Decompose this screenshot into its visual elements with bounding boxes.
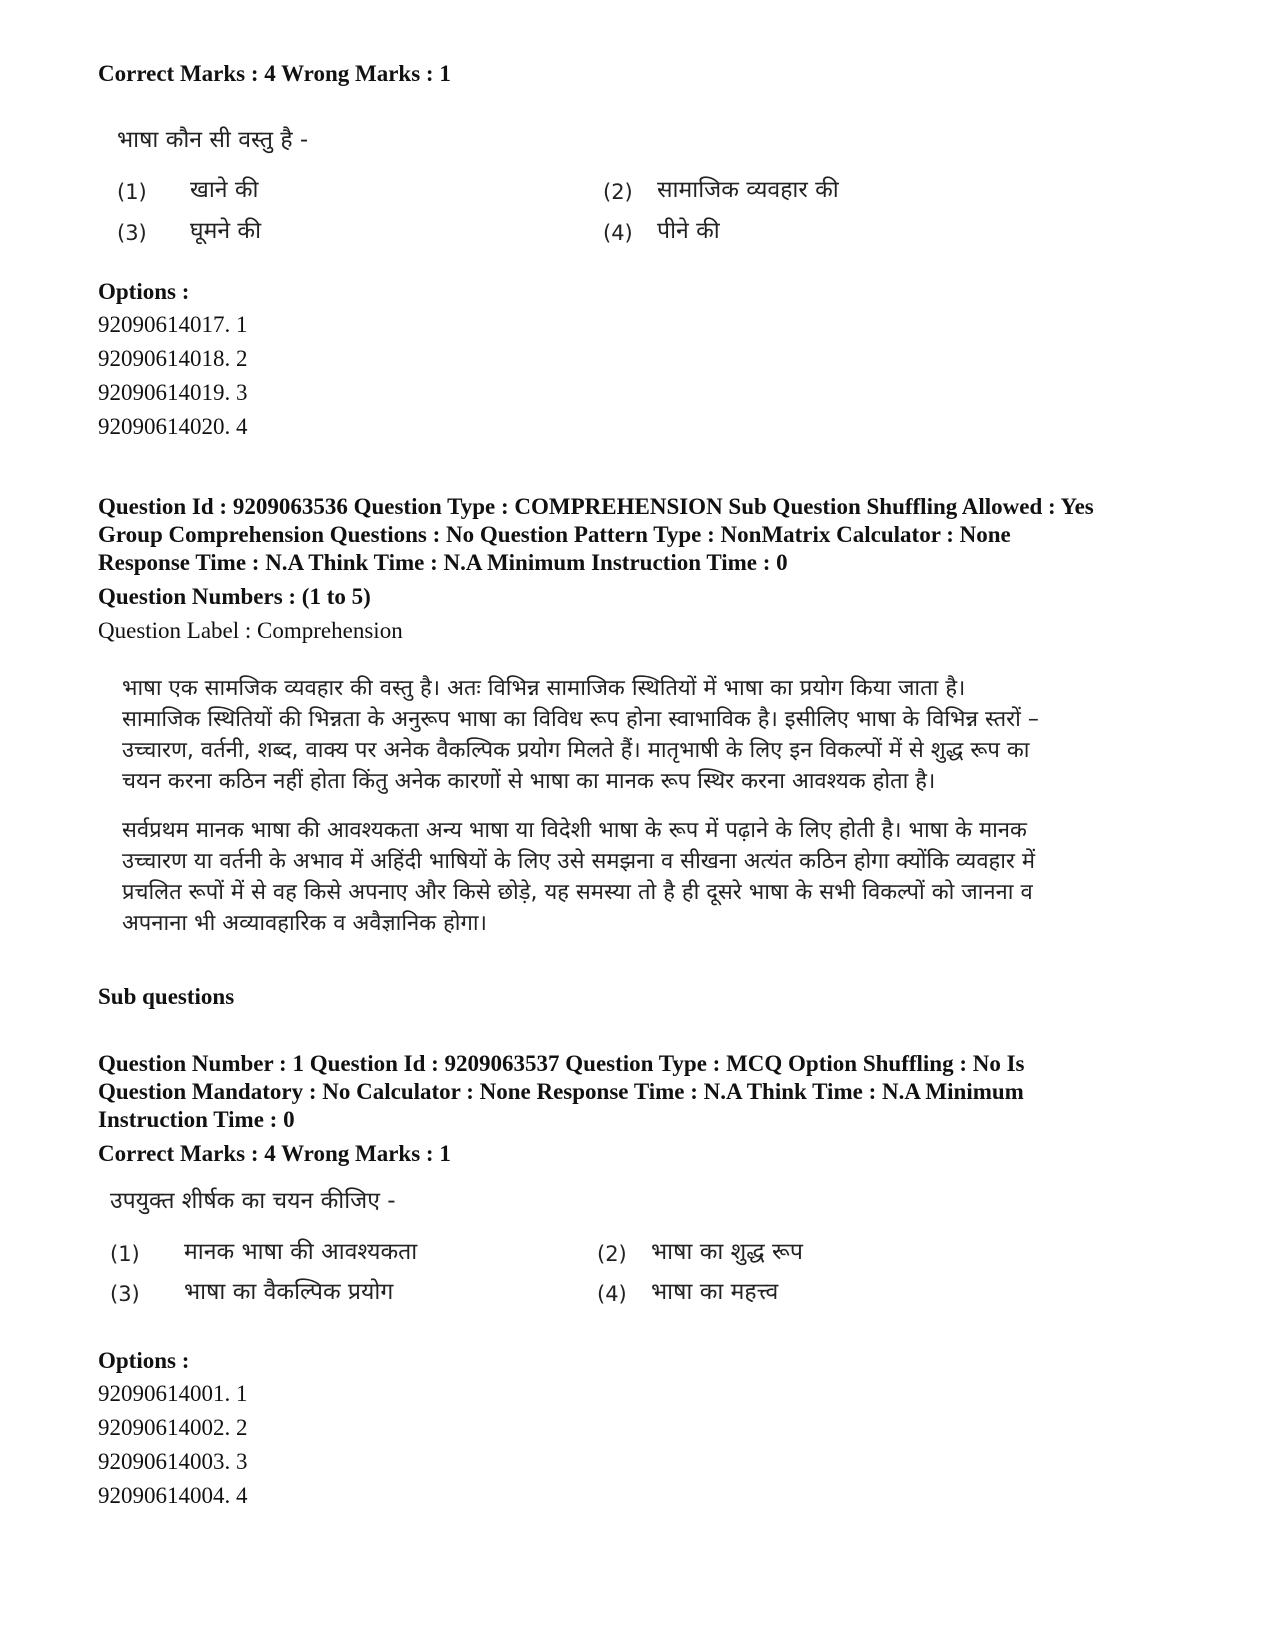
passage-line: अपनाना भी अव्यावहारिक व अवैज्ञानिक होगा। — [122, 911, 487, 936]
question-meta-line: Question Mandatory : No Calculator : None Response Time : N.A Think Time : N.A Minimum — [98, 1079, 1024, 1104]
question-meta-line: Group Comprehension Questions : No Question Pattern Type : NonMatrix Calculator : None — [98, 522, 1011, 547]
choice-text: घूमने की — [190, 218, 262, 244]
choice-text: सामाजिक व्यवहार की — [657, 177, 839, 203]
choice-number: (2) — [603, 180, 633, 204]
passage-paragraph-2 — [122, 815, 1120, 939]
correct-marks-line: Correct Marks : 4 Wrong Marks : 1 — [98, 1141, 451, 1166]
passage-line: सर्वप्रथम मानक भाषा की आवश्यकता अन्य भाषा या विदेशी भाषा के रूप में पढ़ाने के लिए होती है। भाषा के मानक — [122, 818, 1027, 843]
choice-text: भाषा का शुद्ध रूप — [651, 1239, 803, 1265]
option-id: 92090614003. 3 — [98, 1449, 248, 1474]
question-meta-line: Question Number : 1 Question Id : 9209063537 Question Type : MCQ Option Shuffling : No Is — [98, 1051, 1025, 1076]
options-label: Options : — [98, 1348, 190, 1373]
passage-line: भाषा एक सामजिक व्यवहार की वस्तु है। अतः विभिन्न सामाजिक स्थितियों में भाषा का प्रयोग किया जाता है। — [122, 676, 966, 701]
choice-number: (3) — [117, 221, 147, 245]
choice-text: मानक भाषा की आवश्यकता — [184, 1239, 418, 1265]
passage-line: उच्चारण, वर्तनी, शब्द, वाक्य पर अनेक वैकल्पिक प्रयोग मिलते हैं। मातृभाषी के लिए इन विकल्पों में से शुद्ध रूप का — [122, 738, 1030, 763]
option-id: 92090614018. 2 — [98, 346, 248, 371]
passage-line: प्रचलित रूपों में से वह किसे अपनाए और किसे छोड़े, यह समस्या तो है ही दूसरे भाषा के सभी विकल्पों को जानना व — [122, 880, 1033, 905]
choice-number: (3) — [110, 1282, 140, 1306]
passage-line: सामाजिक स्थितियों की भिन्नता के अनुरूप भाषा का विविध रूप होना स्वाभाविक है। इसीलिए भाषा के विभिन्न स्तरों – — [122, 707, 1039, 732]
choice-number: (2) — [597, 1242, 627, 1266]
passage-line: चयन करना कठिन नहीं होता किंतु अनेक कारणों से भाषा का मानक रूप स्थिर करना आवश्यक होता है। — [122, 769, 936, 794]
option-id: 92090614017. 1 — [98, 312, 248, 337]
choice-text: भाषा का महत्त्व — [651, 1279, 779, 1305]
option-id: 92090614004. 4 — [98, 1483, 248, 1508]
options-label: Options : — [98, 279, 190, 304]
choice-text: भाषा का वैकल्पिक प्रयोग — [184, 1279, 394, 1305]
choice-number: (4) — [597, 1282, 627, 1306]
option-id: 92090614001. 1 — [98, 1381, 248, 1406]
choice-number: (4) — [603, 221, 633, 245]
choice-text: खाने की — [190, 177, 259, 203]
passage-line: उच्चारण या वर्तनी के अभाव में अहिंदी भाषियों के लिए उसे समझना व सीखना अत्यंत कठिन होगा क्योंकि व्यवहार में — [122, 849, 1036, 874]
option-id: 92090614002. 2 — [98, 1415, 248, 1440]
choice-number: (1) — [110, 1242, 140, 1266]
question-meta-line: Question Id : 9209063536 Question Type : COMPREHENSION Sub Question Shuffling Allowed : Yes — [98, 494, 1094, 519]
question-numbers: Question Numbers : (1 to 5) — [98, 584, 371, 609]
question-meta-line: Instruction Time : 0 — [98, 1107, 295, 1132]
choice-number: (1) — [117, 180, 147, 204]
option-id: 92090614019. 3 — [98, 380, 248, 405]
question-text: उपयुक्त शीर्षक का चयन कीजिए - — [110, 1188, 396, 1214]
question-text: भाषा कौन सी वस्तु है - — [117, 127, 309, 153]
passage-paragraph-1 — [122, 673, 1120, 797]
question-label: Question Label : Comprehension — [98, 618, 403, 643]
correct-marks-line: Correct Marks : 4 Wrong Marks : 1 — [98, 61, 451, 86]
question-meta-line: Response Time : N.A Think Time : N.A Minimum Instruction Time : 0 — [98, 550, 788, 575]
sub-questions-heading: Sub questions — [98, 984, 235, 1009]
option-id: 92090614020. 4 — [98, 414, 248, 439]
choice-text: पीने की — [657, 218, 720, 244]
